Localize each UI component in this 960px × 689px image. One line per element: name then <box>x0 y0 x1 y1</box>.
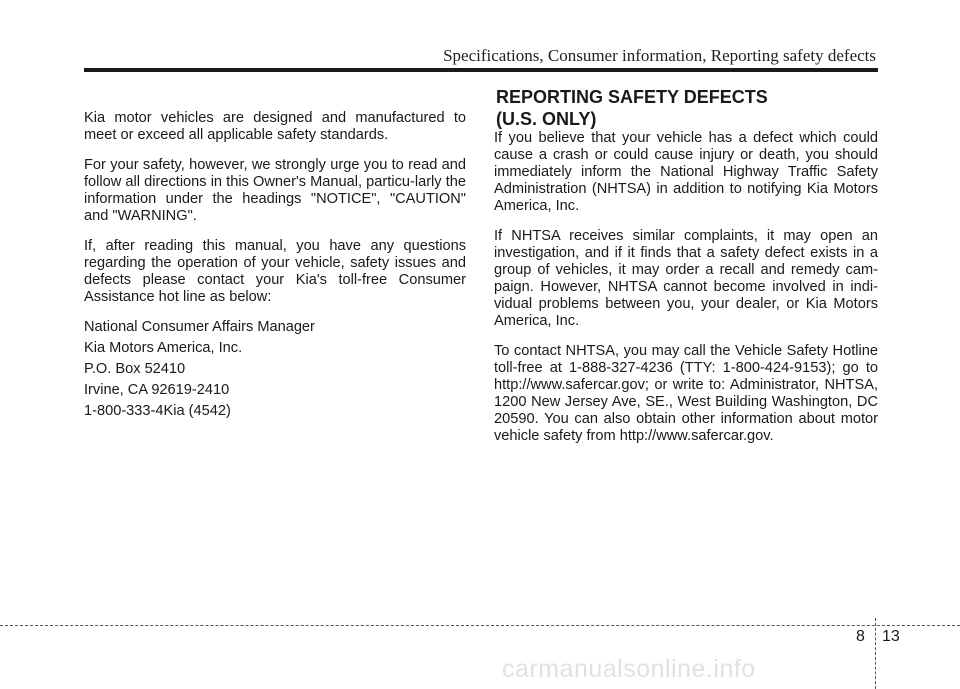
footer-rule <box>0 625 960 626</box>
header-title: Specifications, Consumer information, Reporting safety defects <box>443 46 876 65</box>
address-line: Irvine, CA 92619-2410 <box>84 382 230 398</box>
defect-paragraph: If you believe that your vehicle has a defect which could cause a crash or could cause injury or death, you should immediately inform the National Highway Traffic Safety Administration (NHTSA) in addition to notifying Kia Motors America, Inc. <box>494 130 878 214</box>
safety-paragraph: For your safety, however, we strongly urge you to read and follow all directions in this Owner's Manual, particu-larly the information under the headings "NOTICE", "CAUTION" and "WARNING". <box>84 157 466 224</box>
section-heading <box>496 86 768 130</box>
right-column <box>494 130 878 458</box>
phone-line: 1-800-333-4Kia (4542) <box>84 403 231 419</box>
intro-paragraph: Kia motor vehicles are designed and manufactured to meet or exceed all applicable safety standards. <box>84 110 466 143</box>
page-number: 13 <box>882 628 900 645</box>
chapter-number: 8 <box>856 628 865 645</box>
contact-address <box>84 319 466 420</box>
nhtsa-contact-paragraph: To contact NHTSA, you may call the Vehicle Safety Hotline toll-free at 1-888-327-4236 (TTY: 1-800-424-9153); go to http://www.safercar.gov; or write to: Administrator, NHTSA, 1200 New Jersey Ave, SE., West Building Washington, DC 20590. You can also obtain other information about motor vehicle safety from http://www.safercar.gov. <box>494 343 878 444</box>
address-line: P.O. Box 52410 <box>84 361 186 377</box>
left-column <box>84 110 466 424</box>
contact-paragraph: If, after reading this manual, you have any questions regarding the operation of your vehicle, safety issues and defects please contact your Kia's toll-free Consumer Assistance hot line as below: <box>84 238 466 305</box>
address-line: National Consumer Affairs Manager <box>84 319 315 335</box>
heading-line-1: REPORTING SAFETY DEFECTS <box>496 87 768 107</box>
header-rule <box>84 68 878 72</box>
heading-line-2: (U.S. ONLY) <box>496 109 597 129</box>
investigation-paragraph: If NHTSA receives similar complaints, it may open an investigation, and if it finds that a safety defect exists in a group of vehicles, it may order a recall and remedy cam-paign. However, NHTSA cannot become involved in indi-vidual problems between you, your dealer, or Kia Motors America, Inc. <box>494 228 878 329</box>
page-number-divider <box>875 618 877 689</box>
address-line: Kia Motors America, Inc. <box>84 340 243 356</box>
watermark: carmanualsonline.info <box>502 655 756 683</box>
